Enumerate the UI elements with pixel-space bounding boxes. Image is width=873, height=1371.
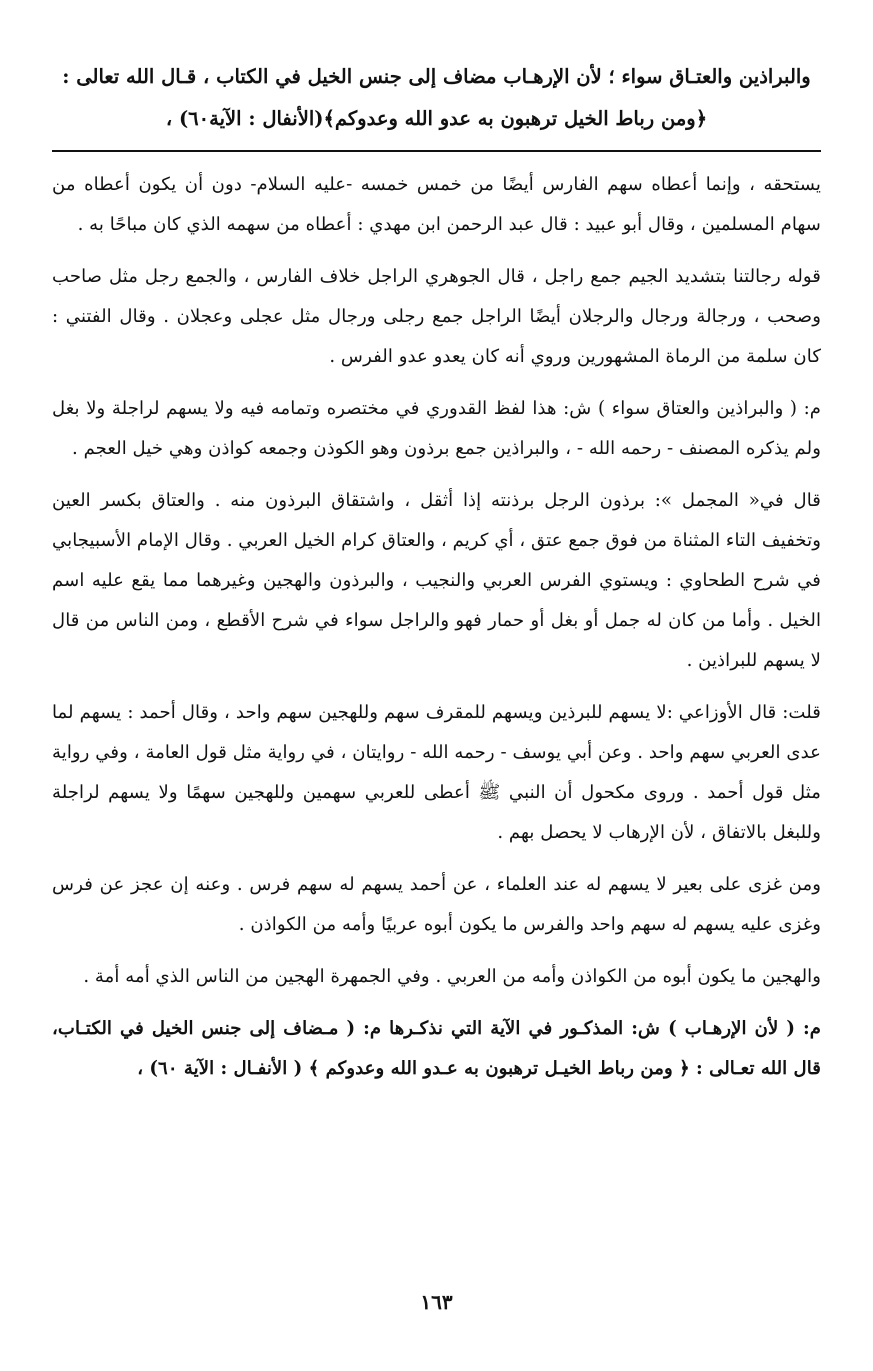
commentary-body bbox=[52, 165, 821, 1101]
paragraph: يستحقه ، وإنما أعطاه سهم الفارس أيضًا من خمس خمسه -عليه السلام- دون أن يكون أعطاه من سهام المسلمين ، وقال أبو عبيد : قال عبد الرحمن ابن مهدي : أعطاه من سهمه الذي كان مباحًا به . bbox=[52, 174, 821, 235]
paragraph: والهجين ما يكون أبوه من الكواذن وأمه من العربي . وفي الجمهرة الهجين من الناس الذي أمه أمة . bbox=[83, 966, 821, 987]
header-line: ﴿ومن رباط الخيل ترهبون به عدو الله وعدوكم﴾(الأنفال : الآية٦٠) ، bbox=[165, 107, 708, 130]
paragraph: قلت: قال الأوزاعي :لا يسهم للبرذين ويسهم للمقرف سهم وللهجين سهم واحد ، وقال أحمد : يسهم لما عدى العربي سهم واحد . وعن أبي يوسف - رحمه الله - روايتان ، في رواية مثل قول العامة ، وفي رواية مثل قول أحمد . وروى مكحول أن النبي ﷺ أعطى للعربي سهمين وللهجين سهمًا ولا يسهم لراجلة وللبغل بالاتفاق ، لأن الإرهاب لا يحصل بهم . bbox=[52, 702, 821, 843]
paragraph: م: ( لأن الإرهـاب ) ش: المذكـور في الآية التي نذكـرها م: ( مـضاف إلى جنس الخيل في الكتـاب، قال الله تعـالى : ﴿ ومن رباط الخيـل ترهبون به عـدو الله وعدوكم ﴾ ( الأنفـال : الآية ٦٠) ، bbox=[52, 1018, 821, 1079]
paragraph: قوله رجالتنا بتشديد الجيم جمع راجل ، قال الجوهري الراجل خلاف الفارس ، والجمع رجل مثل صاحب وصحب ، ورجالة ورجال والرجلان أيضًا الراجل جمع رجلى ورجال مثل عجلى وعجلان . وقال الفتني : كان سلمة من الرماة المشهورين وروي أنه كان يعدو عدو الفرس . bbox=[52, 266, 821, 367]
header-text bbox=[52, 56, 821, 140]
paragraph: قال في« المجمل »: برذون الرجل برذنته إذا أثقل ، واشتقاق البرذون منه . والعتاق بكسر العين وتخفيف التاء المثناة من فوق جمع عتق ، أي كريم ، والعتاق كرام الخيل العربي . وقال الإمام الأسبيجابي في شرح الطحاوي : ويستوي الفرس العربي والنجيب ، والبرذون والهجين وغيرهما مما يقع عليه اسم الخيل . وأما من كان له جمل أو بغل أو حمار فهو والراجل سواء في شرح الأقطع ، ومن الناس من قال لا يسهم للبراذين . bbox=[52, 490, 821, 671]
page-number: ١٦٣ bbox=[420, 1290, 453, 1314]
footnote-divider bbox=[52, 150, 821, 152]
paragraph: م: ( والبراذين والعتاق سواء ) ش: هذا لفظ القدوري في مختصره وتمامه فيه ولا يسهم لراجلة ولا بغل ولم يذكره المصنف - رحمه الله - ، والبراذين جمع برذون وهو الكوذن وجمعه كواذن وهي خيل العجم . bbox=[52, 398, 821, 459]
paragraph: ومن غزى على بعير لا يسهم له عند العلماء ، عن أحمد يسهم له سهم فرس . وعنه إن عجز عن فرس وغزى عليه يسهم له سهم واحد والفرس ما يكون أبوه عربيًا وأمه من الكواذن . bbox=[52, 874, 821, 935]
header-line: والبراذين والعتـاق سواء ؛ لأن الإرهـاب مضاف إلى جنس الخيل في الكتاب ، قـال الله تعالى : bbox=[62, 65, 811, 88]
